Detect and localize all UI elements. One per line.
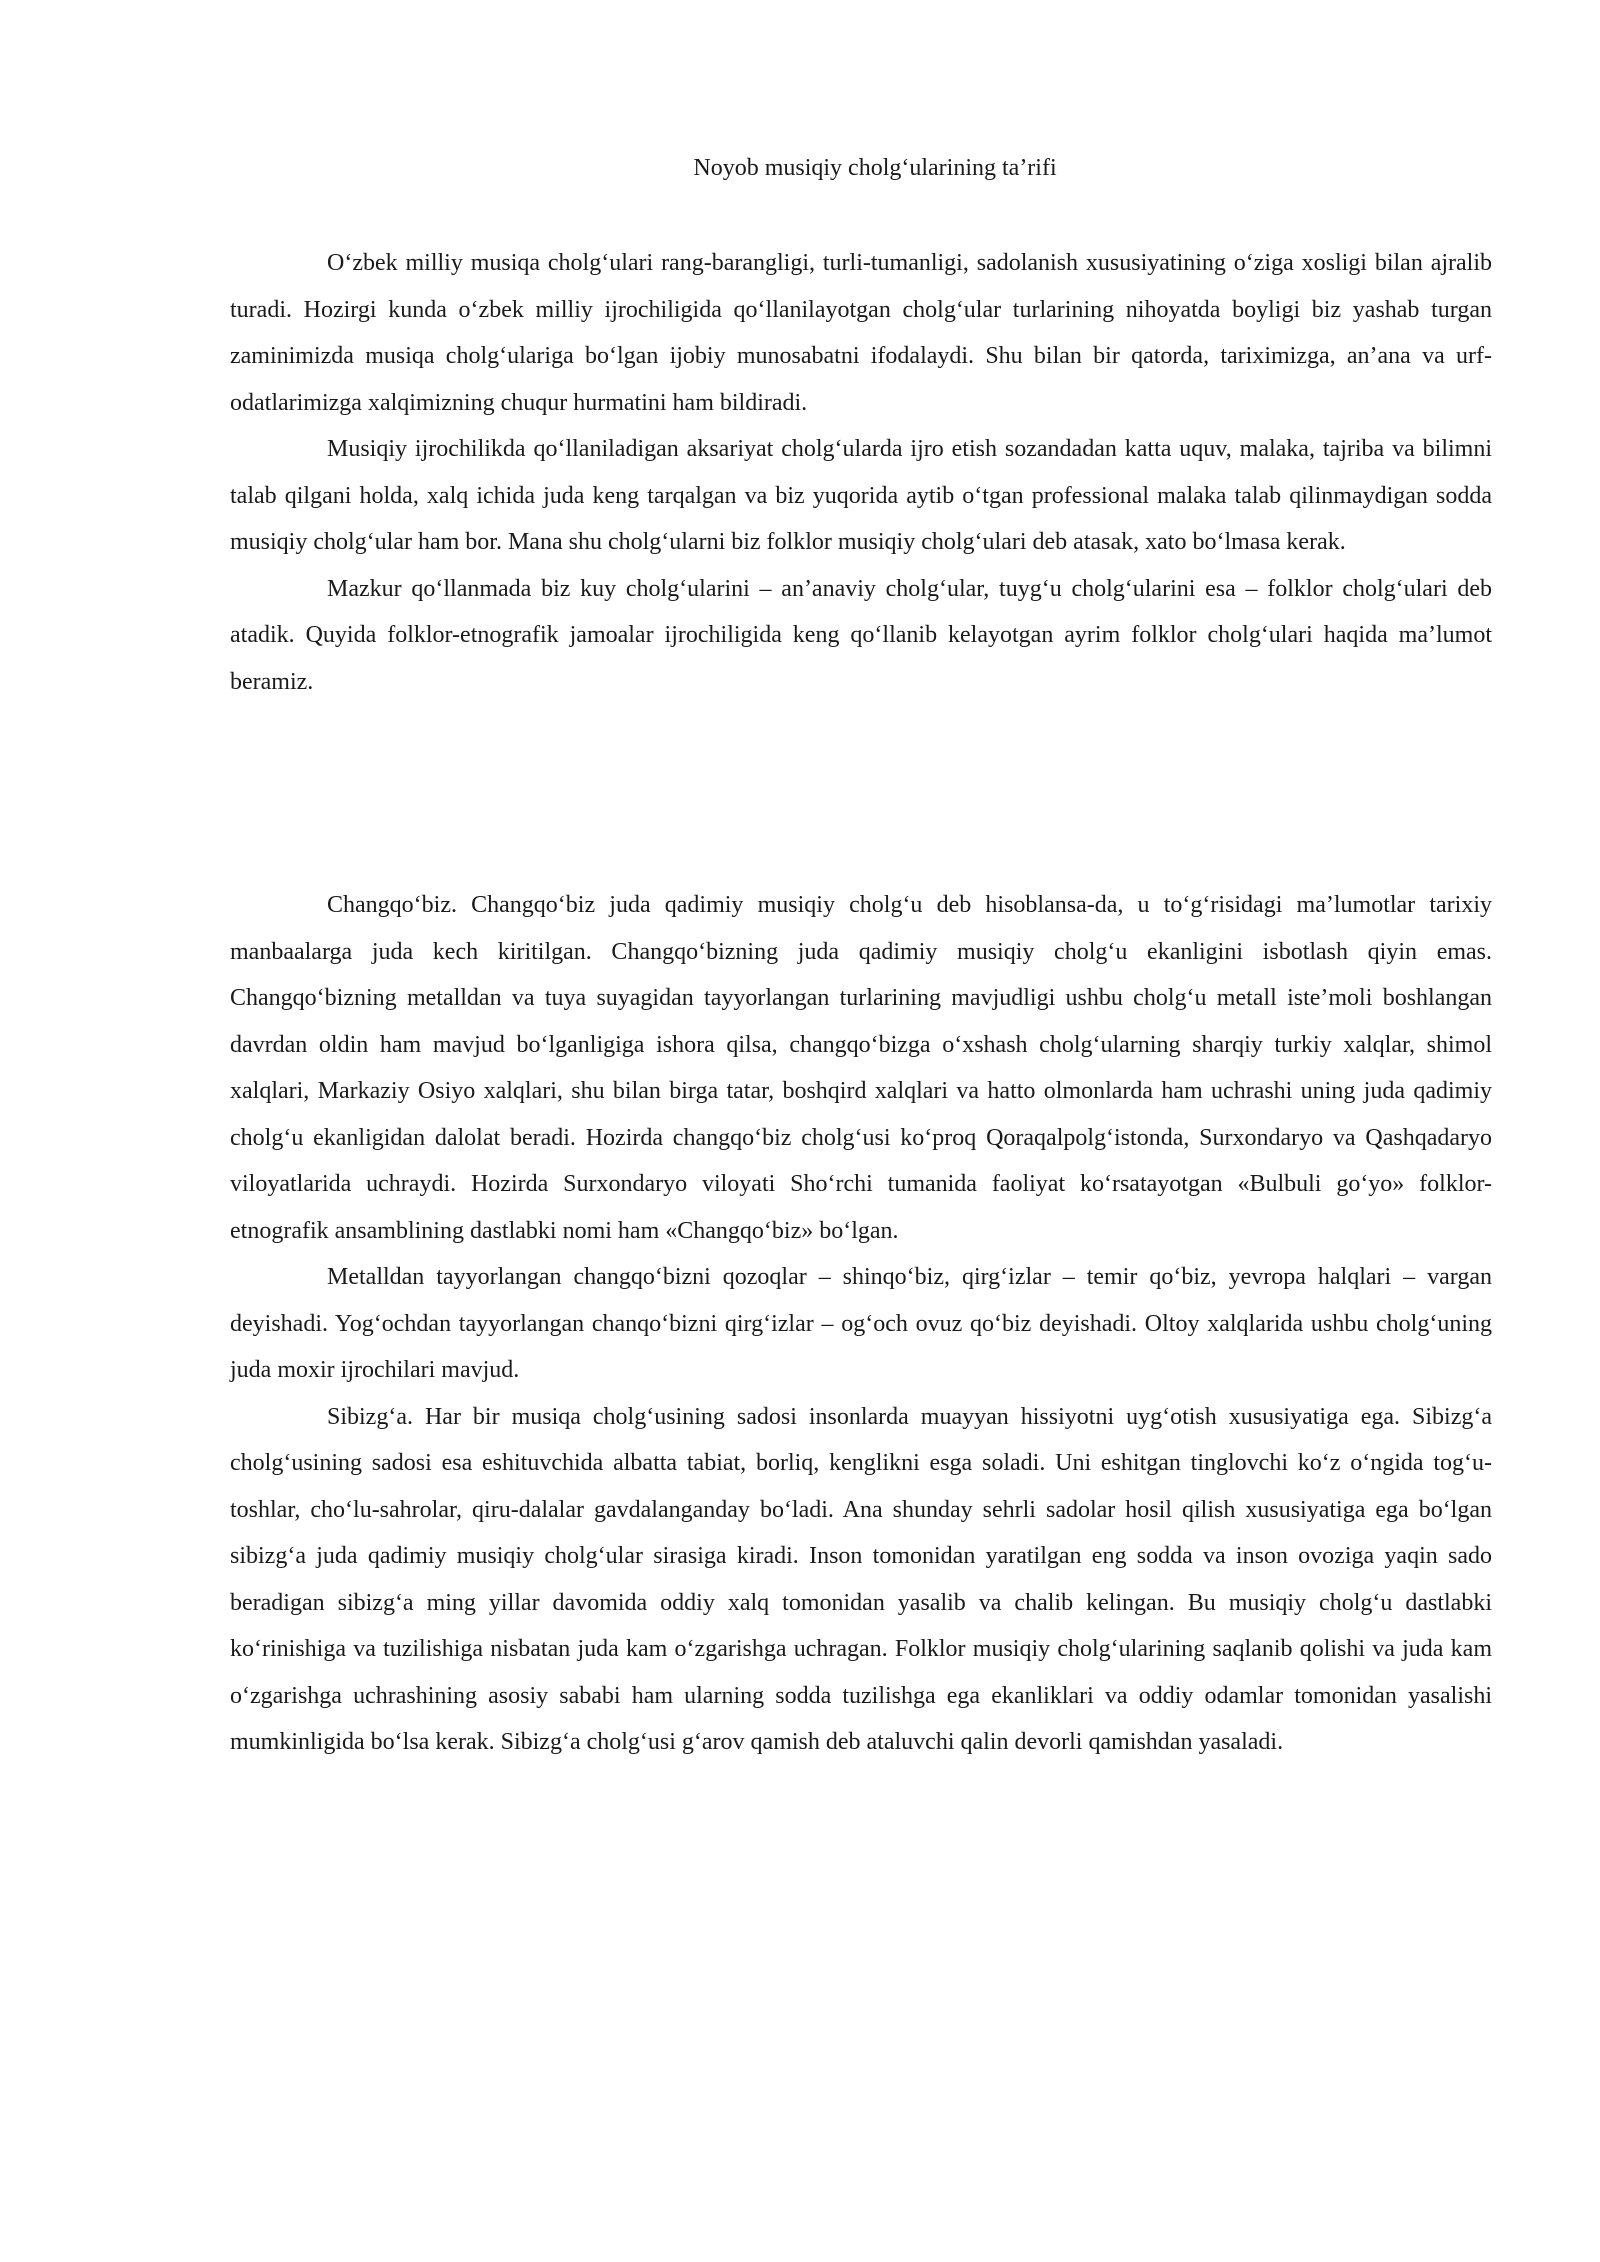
intro-paragraph-1: O‘zbek milliy musiqa cholg‘ulari rang-barangligi, turli-tumanligi, sadolanish xususiyatining o‘ziga xosligi bilan ajralib turadi. Hozirgi kunda o‘zbek milliy ijrochiligida qo‘llanilayotgan cholg‘ular turlarining nihoyatda boyligi biz yashab turgan zaminimizda musiqa cholg‘ulariga bo‘lgan ijobiy munosabatni ifodalaydi. Shu bilan bir qatorda, tariximizga, an’ana va urf-odatlarimizga xalqimizning chuqur hurmatini ham bildiradi. — [230, 250, 1492, 416]
changqobiz-paragraph: Changqo‘biz. Changqo‘biz juda qadimiy musiqiy cholg‘u deb hisoblansa-da, u to‘g‘risidagi ma’lumotlar tarixiy manbaalarga juda kech kiritilgan. Changqo‘bizning juda qadimiy musiqiy cholg‘u ekanligini isbotlash qiyin emas. Changqo‘bizning metalldan va tuya suyagidan tayyorlangan turlarining mavjudligi ushbu cholg‘u metall iste’moli boshlangan davrdan oldin ham mavjud bo‘lganligiga ishora qilsa, changqo‘bizga o‘xshash cholg‘ularning sharqiy turkiy xalqlar, shimol xalqlari, Markaziy Osiyo xalqlari, shu bilan birga tatar, boshqird xalqlari va hatto olmonlarda ham uchrashi uning juda qadimiy cholg‘u ekanligidan dalolat beradi. Hozirda changqo‘biz cholg‘usi ko‘proq Qoraqalpolg‘istonda, Surxondaryo va Qashqadaryo viloyatlarida uchraydi. Hozirda Surxondaryo viloyati Sho‘rchi tumanida faoliyat ko‘rsatayotgan «Bulbuli go‘yo» folklor-etnografik ansamblining dastlabki nomi ham «Changqo‘biz» bo‘lgan. — [230, 892, 1492, 1244]
intro-section — [230, 240, 1492, 705]
changqobiz-names-paragraph: Metalldan tayyorlangan changqo‘bizni qozoqlar – shinqo‘biz, qirg‘izlar – temir qo‘biz, yevropa halqlari – vargan deyishadi. Yog‘ochdan tayyorlangan chanqo‘bizni qirg‘izlar – og‘och ovuz qo‘biz deyishadi. Oltoy xalqlarida ushbu cholg‘uning juda moxir ijrochilari mavjud. — [230, 1264, 1492, 1383]
document-title: Noyob musiqiy cholg‘ularining ta’rifi — [693, 155, 1057, 181]
sibizga-paragraph: Sibizg‘a. Har bir musiqa cholg‘usining sadosi insonlarda muayyan hissiyotni uyg‘otish xususiyatiga ega. Sibizg‘a cholg‘usining sadosi esa eshituvchida albatta tabiat, borliq, kenglikni esga soladi. Uni eshitgan tinglovchi ko‘z o‘ngida tog‘u-toshlar, cho‘lu-sahrolar, qiru-dalalar gavdalanganday bo‘ladi. Ana shunday sehrli sadolar hosil qilish xususiyatiga ega bo‘lgan sibizg‘a juda qadimiy musiqiy cholg‘ular sirasiga kiradi. Inson tomonidan yaratilgan eng sodda va inson ovoziga yaqin sado beradigan sibizg‘a ming yillar davomida oddiy xalq tomonidan yasalib va chalib kelingan. Bu musiqiy cholg‘u dastlabki ko‘rinishiga va tuzilishiga nisbatan juda kam o‘zgarishga uchragan. Folklor musiqiy cholg‘ularining saqlanib qolishi va juda kam o‘zgarishga uchrashining asosiy sababi ham ularning sodda tuzilishga ega ekanliklari va oddiy odamlar tomonidan yasalishi mumkinligida bo‘lsa kerak. Sibizg‘a cholg‘usi g‘arov qamish deb ataluvchi qalin devorli qamishdan yasaladi. — [230, 1403, 1492, 1755]
intro-paragraph-3: Mazkur qo‘llanmada biz kuy cholg‘ularini – an’anaviy cholg‘ular, tuyg‘u cholg‘ularini esa – folklor cholg‘ulari deb atadik. Quyida folklor-etnografik jamoalar ijrochiligida keng qo‘llanib kelayotgan ayrim folklor cholg‘ulari haqida ma’lumot beramiz. — [230, 575, 1492, 695]
intro-paragraph-2: Musiqiy ijrochilikda qo‘llaniladigan aksariyat cholg‘ularda ijro etish sozandadan katta uquv, malaka, tajriba va bilimni talab qilgani holda, xalq ichida juda keng tarqalgan va biz yuqorida aytib o‘tgan professional malaka talab qilinmaydigan sodda musiqiy cholg‘ular ham bor. Mana shu cholg‘ularni biz folklor musiqiy cholg‘ulari deb atasak, xato bo‘lmasa kerak. — [230, 436, 1492, 555]
instruments-section — [230, 882, 1492, 1766]
